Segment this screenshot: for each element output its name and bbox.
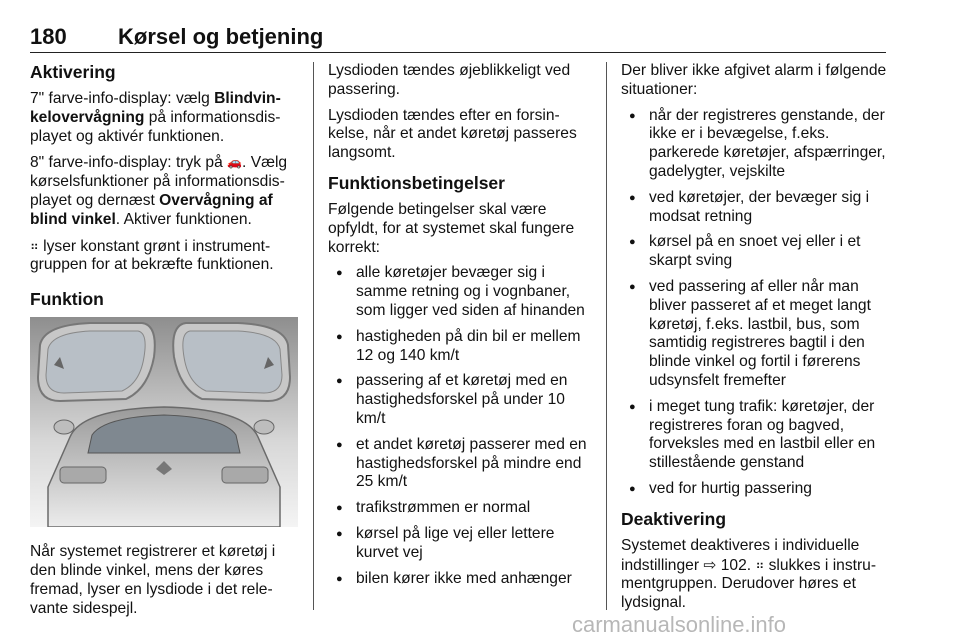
text: lyser konstant grønt i instrumentgruppen for at bekræfte funktionen. [30, 237, 274, 274]
paragraph: Lysdioden tændes øjeblikkeligt ved passering. [328, 62, 571, 98]
paragraph: Følgende betingelser skal være opfyldt, for at systemet skal fungere korrekt: [328, 200, 575, 256]
text: . Aktiver funktionen. [115, 210, 252, 228]
conditions-list [328, 264, 594, 588]
column-1 [30, 62, 298, 625]
heading-function: Funktion [30, 289, 104, 310]
list-item: ● ved køretøjer, der bevæger sig i modsat retning [621, 189, 891, 227]
text: 7" farve-info-display: vælg [30, 90, 215, 107]
watermark: carmanualsonline.info [572, 612, 787, 637]
column-3 [621, 62, 891, 620]
list-item: ● hastigheden på din bil er mellem 12 og 140 km/t [328, 328, 594, 366]
figure-caption: Når systemet registrerer et køretøj i den blinde vinkel, mens der køres fremad, lyser en lysdiode i det relevante sidespejl. [30, 543, 276, 617]
list-item: ● når der registreres genstande, der ikke er i bevægelse, f.eks. parkerede køretøjer, afspærringer, gadelygter, vejskilte [621, 107, 891, 182]
list-item: ● bilen kører ikke med anhænger [328, 570, 594, 589]
blind-spot-icon: ⠶ [30, 238, 39, 253]
heading-activation: Aktivering [30, 62, 116, 82]
paragraph [621, 537, 891, 613]
list-item: ● ved passering af eller når man bliver passeret af et meget langt køretøj, f.eks. lastbil, bus, som samtidig registreres bagtil i den blinde vinkel og fortil i førerens udsynsfelt fremefter [621, 278, 891, 391]
paragraph [30, 237, 298, 276]
column-divider [313, 62, 314, 610]
arrow-right-icon: ⇨ [703, 556, 717, 574]
list-item: ● i meget tung trafik: køretøjer, der registreres foran og bagved, forveksles med en lastbil eller en stillestående genstand [621, 398, 891, 473]
text: på informationsdisplayet og aktivér funktionen. [30, 108, 281, 145]
heading-conditions: Funktionsbetingelser [328, 172, 505, 193]
page-reference[interactable]: 102. [716, 556, 756, 574]
column-2 [328, 62, 594, 595]
no-alarm-list [621, 107, 891, 499]
text: slukkes i instrumentgruppen. Derudover høres et lydsignal. [621, 556, 877, 612]
mirror-illustration [30, 317, 298, 527]
list-item: ● kørsel på en snoet vej eller i et skarpt sving [621, 233, 891, 271]
list-item: ● trafikstrømmen er normal [328, 499, 594, 518]
paragraph: Der bliver ikke afgivet alarm i følgende situationer: [621, 62, 887, 98]
list-item: ● passering af et køretøj med en hastighedsforskel på under 10 km/t [328, 372, 594, 428]
menu-term: Blindvinkelovervågning [30, 90, 281, 126]
text: 8" farve-info-display: tryk på [30, 154, 228, 172]
text: . Vælg kørselsfunktioner på informationsdisplayet og dernæst [30, 154, 288, 209]
list-item: ● alle køretøjer bevæger sig i samme retning og i vognbaner, som ligger ved siden af hinanden [328, 264, 594, 320]
list-item: ● et andet køretøj passerer med en hastighedsforskel på mindre end 25 km/t [328, 436, 594, 492]
paragraph [30, 90, 298, 146]
heading-deactivation: Deaktivering [621, 508, 727, 529]
car-icon: 🚗 [227, 155, 243, 170]
blind-spot-icon: ⠶ [755, 557, 765, 572]
page-header [30, 22, 886, 53]
list-item: ● ved for hurtig passering [621, 480, 891, 499]
column-divider [606, 62, 607, 610]
page-number: 180 [30, 24, 67, 49]
paragraph [30, 153, 298, 229]
text: Systemet deaktiveres i individuelle indstillinger [621, 536, 860, 574]
menu-term: Overvågning af blind vinkel [30, 191, 273, 228]
list-item: ● kørsel på lige vej eller lettere kurvet vej [328, 525, 594, 563]
page-title: Kørsel og betjening [118, 24, 324, 49]
paragraph: Lysdioden tændes efter en forsinkelse, når et andet køretøj passeres langsomt. [328, 106, 577, 162]
